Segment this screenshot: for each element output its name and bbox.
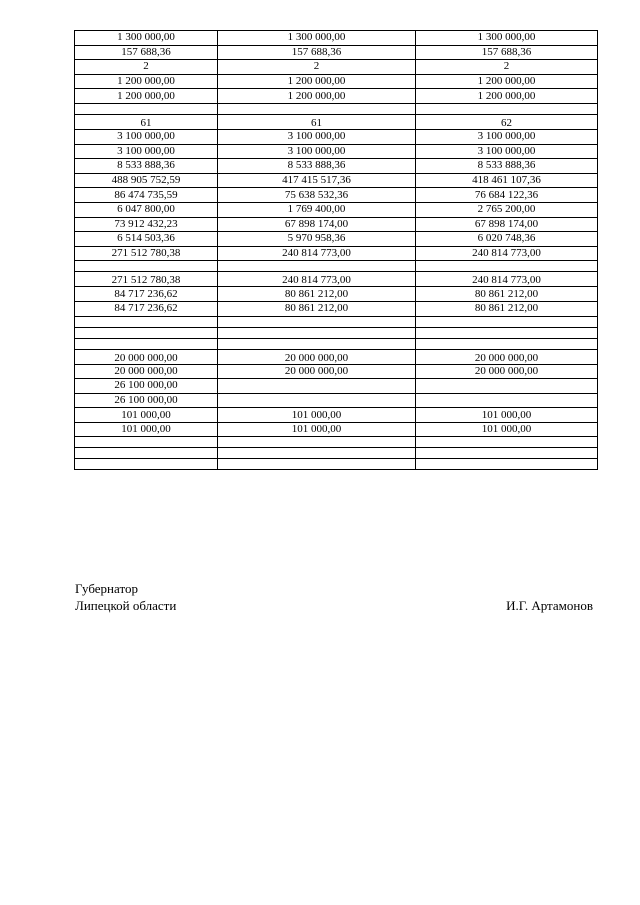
table-cell: 1 769 400,00 xyxy=(218,202,416,217)
table-row xyxy=(75,272,598,287)
table-row xyxy=(75,301,598,316)
table-row xyxy=(75,103,598,114)
table-cell: 1 200 000,00 xyxy=(218,74,416,89)
table-row xyxy=(75,60,598,75)
table-cell: 8 533 888,36 xyxy=(75,159,218,174)
signature-title: Губернатор xyxy=(75,581,138,596)
table-row xyxy=(75,261,598,272)
table-cell xyxy=(218,327,416,338)
table-cell xyxy=(75,459,218,470)
table-cell: 157 688,36 xyxy=(75,45,218,60)
table-row xyxy=(75,173,598,188)
table-cell: 101 000,00 xyxy=(416,422,598,437)
table-row xyxy=(75,349,598,364)
table-cell: 101 000,00 xyxy=(75,422,218,437)
table-cell: 417 415 517,36 xyxy=(218,173,416,188)
table-cell: 488 905 752,59 xyxy=(75,173,218,188)
table-cell: 1 300 000,00 xyxy=(75,31,218,46)
table-cell: 73 912 432,23 xyxy=(75,217,218,232)
table-cell: 26 100 000,00 xyxy=(75,393,218,408)
table-row xyxy=(75,114,598,129)
table-cell: 1 200 000,00 xyxy=(218,89,416,104)
table-cell: 418 461 107,36 xyxy=(416,173,598,188)
table-row xyxy=(75,74,598,89)
table-cell: 26 100 000,00 xyxy=(75,379,218,394)
table-cell: 1 300 000,00 xyxy=(416,31,598,46)
table-cell: 80 861 212,00 xyxy=(416,287,598,302)
table-cell xyxy=(75,327,218,338)
table-cell: 67 898 174,00 xyxy=(218,217,416,232)
table-row xyxy=(75,31,598,46)
table-cell xyxy=(416,316,598,327)
table-cell: 101 000,00 xyxy=(416,408,598,423)
table-cell xyxy=(218,448,416,459)
table-cell: 6 047 800,00 xyxy=(75,202,218,217)
table-cell: 3 100 000,00 xyxy=(416,144,598,159)
table-cell: 2 xyxy=(218,60,416,75)
table-row xyxy=(75,246,598,261)
table-cell xyxy=(218,261,416,272)
table-cell: 101 000,00 xyxy=(218,408,416,423)
table-cell xyxy=(416,338,598,349)
table-cell xyxy=(218,459,416,470)
table-cell: 84 717 236,62 xyxy=(75,301,218,316)
table-cell: 84 717 236,62 xyxy=(75,287,218,302)
table-row xyxy=(75,217,598,232)
table-row xyxy=(75,459,598,470)
table-cell: 6 514 503,36 xyxy=(75,232,218,247)
table-cell: 101 000,00 xyxy=(75,408,218,423)
table-row xyxy=(75,327,598,338)
table-row xyxy=(75,159,598,174)
table-cell: 240 814 773,00 xyxy=(218,272,416,287)
table-cell: 3 100 000,00 xyxy=(416,129,598,144)
table-cell: 20 000 000,00 xyxy=(218,349,416,364)
signature-region: Липецкой области xyxy=(75,598,177,613)
table-cell: 101 000,00 xyxy=(218,422,416,437)
table-row xyxy=(75,448,598,459)
table-row xyxy=(75,45,598,60)
table-cell: 2 765 200,00 xyxy=(416,202,598,217)
table-row xyxy=(75,144,598,159)
table-cell: 2 xyxy=(75,60,218,75)
table-cell xyxy=(416,379,598,394)
table-cell: 3 100 000,00 xyxy=(218,144,416,159)
table-cell xyxy=(75,261,218,272)
table-cell: 1 200 000,00 xyxy=(75,74,218,89)
table-cell xyxy=(416,393,598,408)
table-row xyxy=(75,364,598,379)
table-cell: 80 861 212,00 xyxy=(218,287,416,302)
signature-row xyxy=(75,597,593,614)
table-row xyxy=(75,202,598,217)
table-row xyxy=(75,338,598,349)
table-cell: 6 020 748,36 xyxy=(416,232,598,247)
table-cell xyxy=(218,393,416,408)
table-cell xyxy=(416,459,598,470)
table-cell: 62 xyxy=(416,114,598,129)
table-row xyxy=(75,129,598,144)
table-cell xyxy=(416,437,598,448)
budget-table-body xyxy=(75,31,598,470)
table-cell: 157 688,36 xyxy=(416,45,598,60)
signature-name: И.Г. Артамонов xyxy=(506,598,593,613)
table-cell xyxy=(218,437,416,448)
table-row xyxy=(75,393,598,408)
table-row xyxy=(75,437,598,448)
table-cell: 67 898 174,00 xyxy=(416,217,598,232)
table-cell: 86 474 735,59 xyxy=(75,188,218,203)
table-cell: 3 100 000,00 xyxy=(75,129,218,144)
table-cell: 1 200 000,00 xyxy=(416,74,598,89)
table-cell: 61 xyxy=(75,114,218,129)
table-cell: 2 xyxy=(416,60,598,75)
table-cell: 1 200 000,00 xyxy=(75,89,218,104)
table-row xyxy=(75,422,598,437)
table-row xyxy=(75,188,598,203)
table-cell: 20 000 000,00 xyxy=(416,364,598,379)
table-cell xyxy=(75,338,218,349)
table-cell xyxy=(416,103,598,114)
table-cell xyxy=(416,448,598,459)
table-cell: 271 512 780,38 xyxy=(75,246,218,261)
table-row xyxy=(75,408,598,423)
table-cell xyxy=(75,448,218,459)
table-cell: 1 300 000,00 xyxy=(218,31,416,46)
table-cell: 75 638 532,36 xyxy=(218,188,416,203)
table-cell xyxy=(218,316,416,327)
table-row xyxy=(75,287,598,302)
budget-table xyxy=(74,30,598,470)
table-cell: 76 684 122,36 xyxy=(416,188,598,203)
table-cell xyxy=(218,338,416,349)
table-cell: 8 533 888,36 xyxy=(218,159,416,174)
table-cell: 3 100 000,00 xyxy=(75,144,218,159)
table-cell: 240 814 773,00 xyxy=(416,246,598,261)
table-cell xyxy=(218,103,416,114)
table-cell: 271 512 780,38 xyxy=(75,272,218,287)
table-cell: 240 814 773,00 xyxy=(218,246,416,261)
table-cell: 20 000 000,00 xyxy=(75,364,218,379)
table-cell xyxy=(75,437,218,448)
table-cell: 157 688,36 xyxy=(218,45,416,60)
table-cell xyxy=(416,261,598,272)
table-cell xyxy=(75,103,218,114)
table-row xyxy=(75,89,598,104)
table-cell: 20 000 000,00 xyxy=(218,364,416,379)
table-cell: 80 861 212,00 xyxy=(416,301,598,316)
table-cell xyxy=(416,327,598,338)
table-cell: 3 100 000,00 xyxy=(218,129,416,144)
table-row xyxy=(75,316,598,327)
table-cell: 20 000 000,00 xyxy=(416,349,598,364)
table-cell: 8 533 888,36 xyxy=(416,159,598,174)
table-cell: 80 861 212,00 xyxy=(218,301,416,316)
table-cell: 61 xyxy=(218,114,416,129)
table-cell: 240 814 773,00 xyxy=(416,272,598,287)
table-row xyxy=(75,379,598,394)
table-cell: 5 970 958,36 xyxy=(218,232,416,247)
table-cell xyxy=(218,379,416,394)
table-cell: 1 200 000,00 xyxy=(416,89,598,104)
table-cell xyxy=(75,316,218,327)
table-row xyxy=(75,232,598,247)
table-cell: 20 000 000,00 xyxy=(75,349,218,364)
signature-block xyxy=(75,580,593,614)
